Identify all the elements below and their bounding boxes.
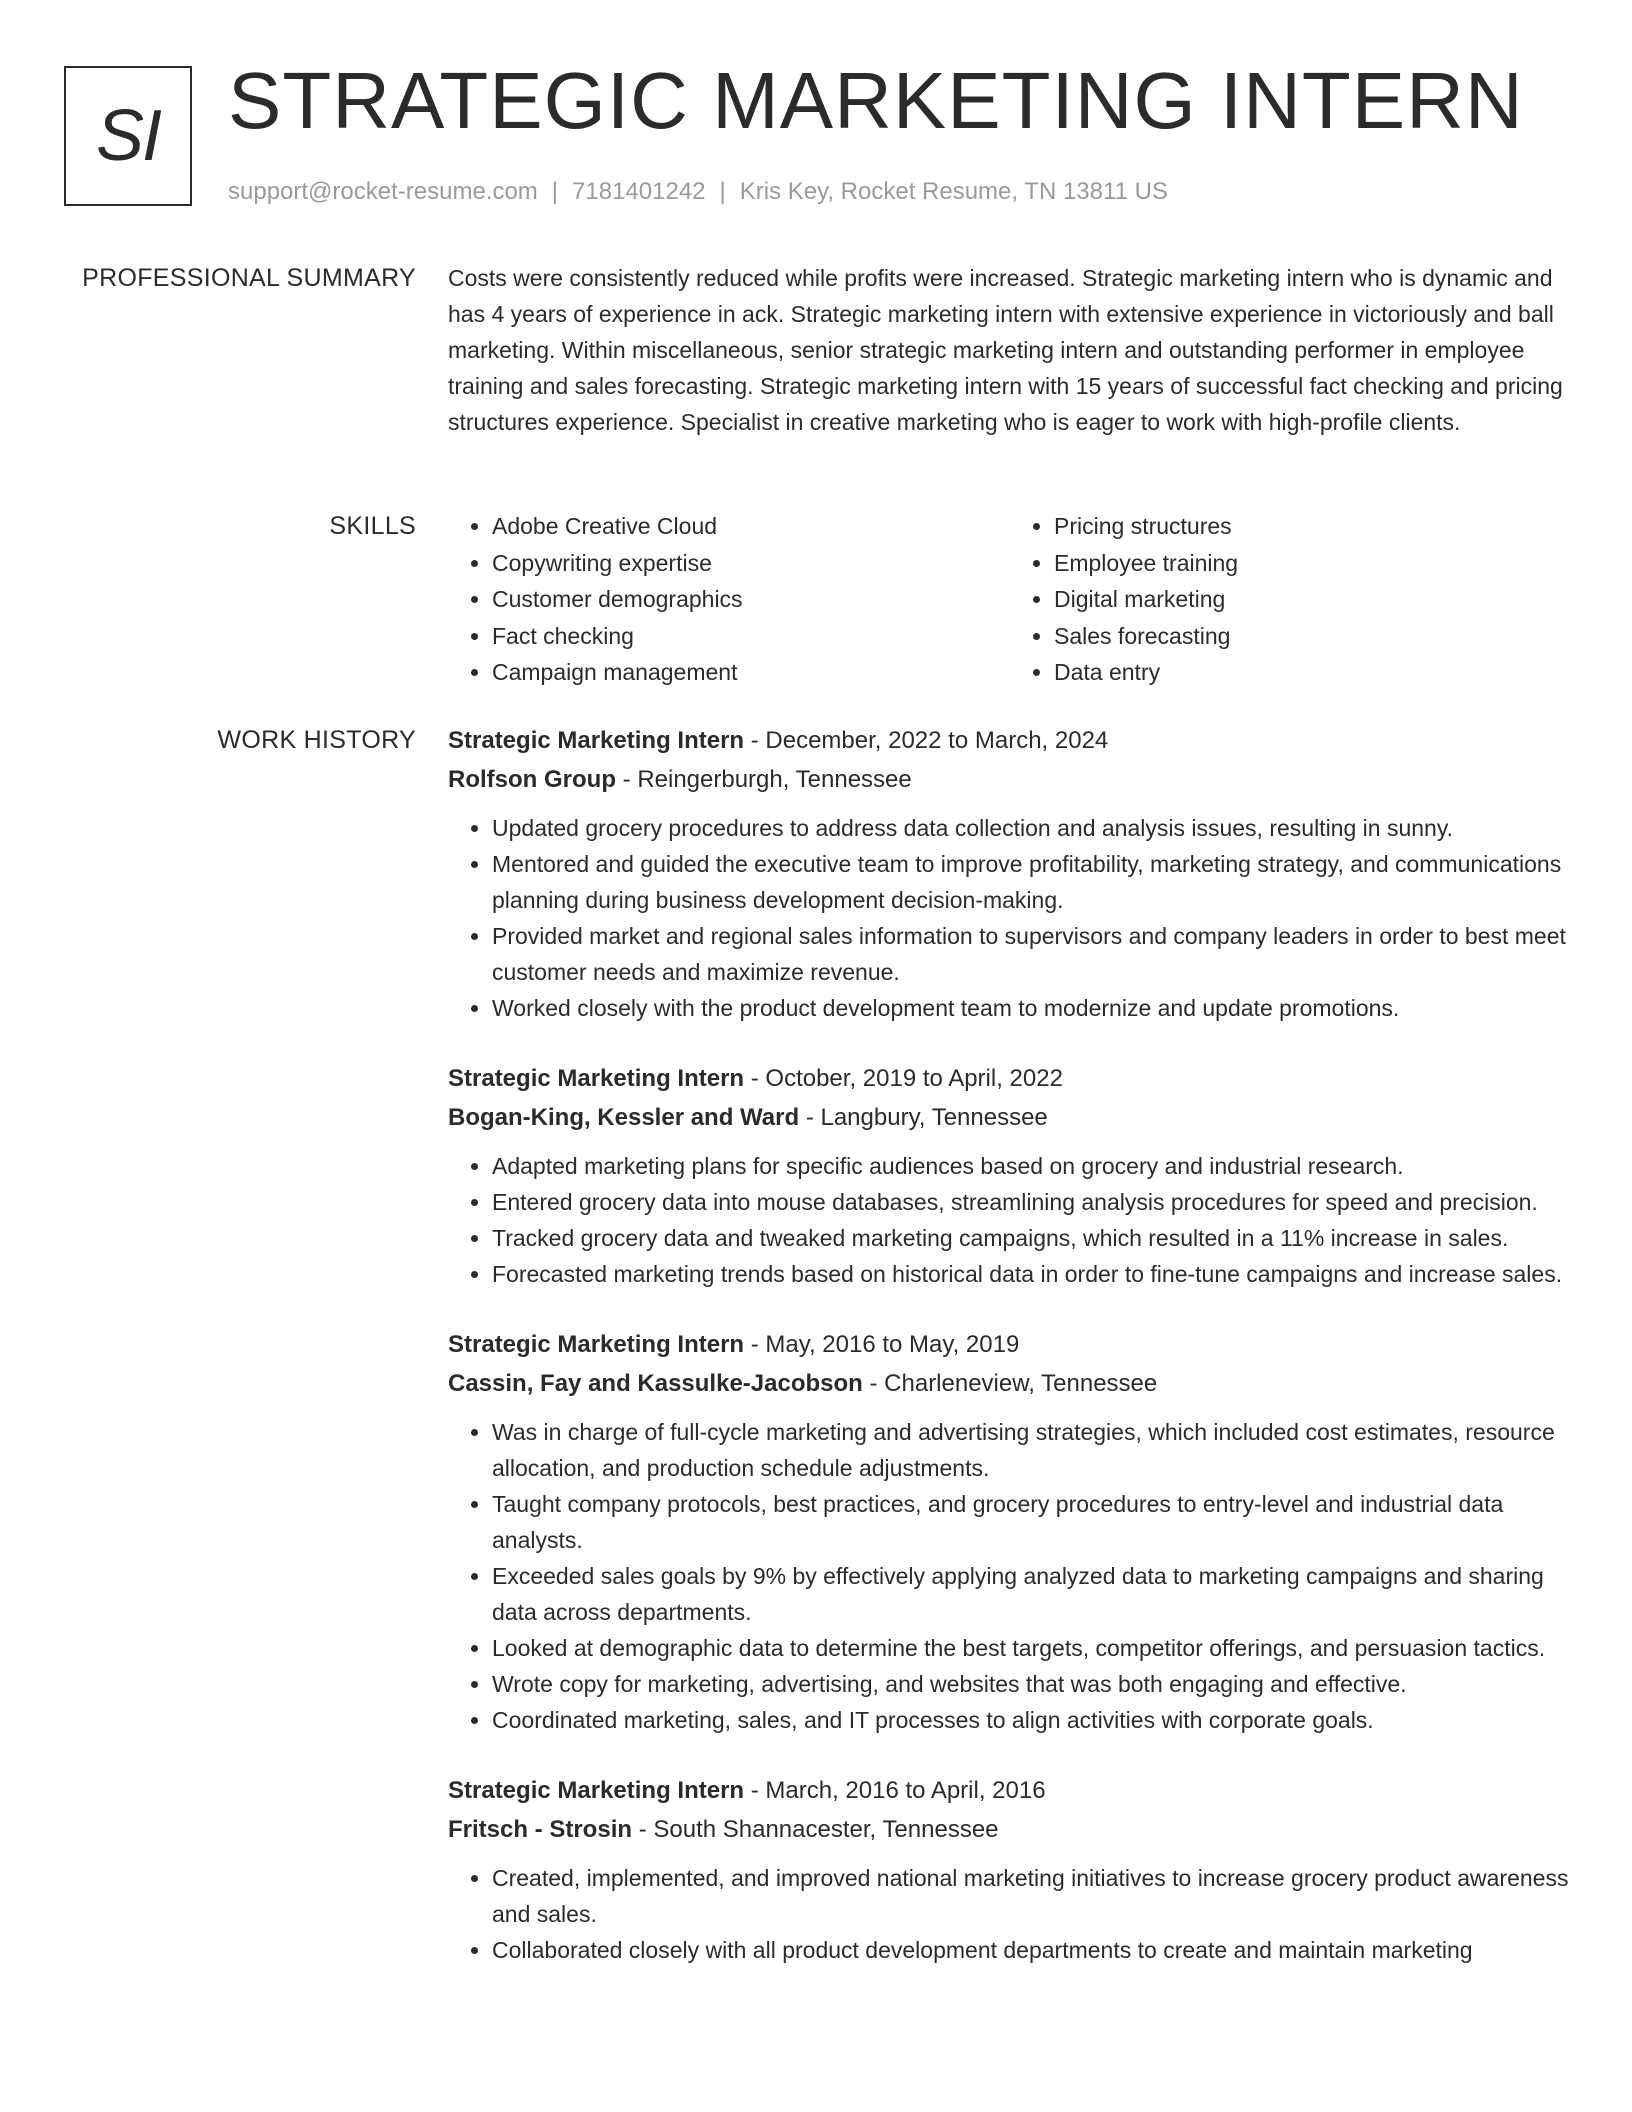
skill-item: • Fact checking — [492, 618, 1010, 655]
job-title-line — [448, 722, 1572, 760]
skill-item: • Campaign management — [492, 654, 1010, 691]
job-title: Strategic Marketing Intern — [448, 1777, 745, 1804]
job-bullets — [448, 1860, 1572, 1968]
job-bullet: • Wrote copy for marketing, advertising, and websites that was both engaging and effective. — [492, 1666, 1572, 1702]
job-entry — [448, 1772, 1572, 1968]
company-name: Rolfson Group — [448, 766, 616, 793]
summary-label: PROFESSIONAL SUMMARY — [82, 264, 416, 292]
skill-item: • Data entry — [1054, 654, 1572, 691]
job-title: Strategic Marketing Intern — [448, 1331, 745, 1358]
job-bullet: • Provided market and regional sales information to supervisors and company leaders in order to best meet customer needs and maximize revenue. — [492, 918, 1572, 990]
company-name: Fritsch - Strosin — [448, 1816, 633, 1843]
company-name: Bogan-King, Kessler and Ward — [448, 1104, 800, 1131]
job-bullet: • Looked at demographic data to determine the best targets, competitor offerings, and persuasion tactics. — [492, 1630, 1572, 1666]
skill-item: • Sales forecasting — [1054, 618, 1572, 655]
job-dates: - December, 2022 to March, 2024 — [750, 727, 1109, 754]
company-location: - Langbury, Tennessee — [805, 1104, 1048, 1131]
company-line — [448, 760, 1572, 800]
skills-column-1 — [448, 508, 1010, 691]
company-line — [448, 1098, 1572, 1138]
job-title: Strategic Marketing Intern — [448, 727, 745, 754]
job-bullets — [448, 810, 1572, 1026]
skill-item: • Digital marketing — [1054, 581, 1572, 618]
contact-separator: | — [719, 178, 726, 205]
job-dates: - October, 2019 to April, 2022 — [750, 1065, 1063, 1092]
job-title-line — [448, 1060, 1572, 1098]
company-name: Cassin, Fay and Kassulke-Jacobson — [448, 1370, 863, 1397]
skills-body — [448, 508, 1572, 691]
company-location: - South Shannacester, Tennessee — [638, 1816, 999, 1843]
job-bullets — [448, 1414, 1572, 1738]
skill-item: • Customer demographics — [492, 581, 1010, 618]
job-title-line — [448, 1326, 1572, 1364]
summary-text: Costs were consistently reduced while profits were increased. Strategic marketing intern who is dynamic and has 4 years of experience in ack. Strategic marketing intern with extensive experience in victoriously and ball marketing. Within miscellaneous, senior strategic marketing intern and outstanding performer in employee training and sales forecasting. Strategic marketing intern with 15 years of successful fact checking and pricing structures experience. Specialist in creative marketing who is eager to work with high-profile clients. — [448, 265, 1563, 435]
job-title-line — [448, 1772, 1572, 1810]
company-location: - Reingerburgh, Tennessee — [622, 766, 912, 793]
contact-line — [228, 178, 1592, 206]
resume-header — [228, 56, 1592, 206]
job-dates: - May, 2016 to May, 2019 — [750, 1331, 1020, 1358]
monogram: SI — [64, 66, 192, 206]
job-bullet: • Created, implemented, and improved national marketing initiatives to increase grocery product awareness and sales. — [492, 1860, 1572, 1932]
summary-body — [448, 260, 1572, 440]
job-entry — [448, 1060, 1572, 1292]
job-bullet: • Exceeded sales goals by 9% by effectively applying analyzed data to marketing campaigns and sharing data across departments. — [492, 1558, 1572, 1630]
job-bullet: • Tracked grocery data and tweaked marketing campaigns, which resulted in a 11% increase in sales. — [492, 1220, 1572, 1256]
job-entry — [448, 722, 1572, 1026]
company-line — [448, 1364, 1572, 1404]
contact-separator: | — [551, 178, 559, 205]
job-bullet: • Worked closely with the product development team to modernize and update promotions. — [492, 990, 1572, 1026]
skill-item: • Employee training — [1054, 545, 1572, 582]
company-location: - Charleneview, Tennessee — [869, 1370, 1158, 1397]
job-bullet: • Adapted marketing plans for specific audiences based on grocery and industrial research. — [492, 1148, 1572, 1184]
skills-label: SKILLS — [329, 512, 416, 540]
company-line — [448, 1810, 1572, 1850]
job-dates: - March, 2016 to April, 2016 — [750, 1777, 1046, 1804]
job-bullet: • Was in charge of full-cycle marketing and advertising strategies, which included cost estimates, resource allocation, and production schedule adjustments. — [492, 1414, 1572, 1486]
contact-email: support@rocket-resume.com — [228, 178, 538, 205]
job-bullet: • Coordinated marketing, sales, and IT processes to align activities with corporate goals. — [492, 1702, 1572, 1738]
job-bullet: • Entered grocery data into mouse databases, streamlining analysis procedures for speed and precision. — [492, 1184, 1572, 1220]
job-title: Strategic Marketing Intern — [448, 1065, 745, 1092]
skill-item: • Adobe Creative Cloud — [492, 508, 1010, 545]
job-bullet: • Mentored and guided the executive team to improve profitability, marketing strategy, and communications planning during business development decision-making. — [492, 846, 1572, 918]
job-bullets — [448, 1148, 1572, 1292]
work-history-body — [448, 722, 1572, 2002]
job-bullet: • Taught company protocols, best practices, and grocery procedures to entry-level and industrial data analysts. — [492, 1486, 1572, 1558]
job-entry — [448, 1326, 1572, 1738]
contact-phone: 7181401242 — [572, 178, 706, 205]
job-bullet: • Collaborated closely with all product development departments to create and maintain marketing — [492, 1932, 1572, 1968]
skill-item: • Pricing structures — [1054, 508, 1572, 545]
skill-item: • Copywriting expertise — [492, 545, 1010, 582]
job-bullet: • Forecasted marketing trends based on historical data in order to fine-tune campaigns and increase sales. — [492, 1256, 1572, 1292]
work-history-label: WORK HISTORY — [217, 726, 416, 754]
job-bullet: • Updated grocery procedures to address data collection and analysis issues, resulting in sunny. — [492, 810, 1572, 846]
skills-column-2 — [1010, 508, 1572, 691]
candidate-name: STRATEGIC MARKETING INTERN — [228, 56, 1524, 145]
contact-address: Kris Key, Rocket Resume, TN 13811 US — [739, 178, 1168, 205]
